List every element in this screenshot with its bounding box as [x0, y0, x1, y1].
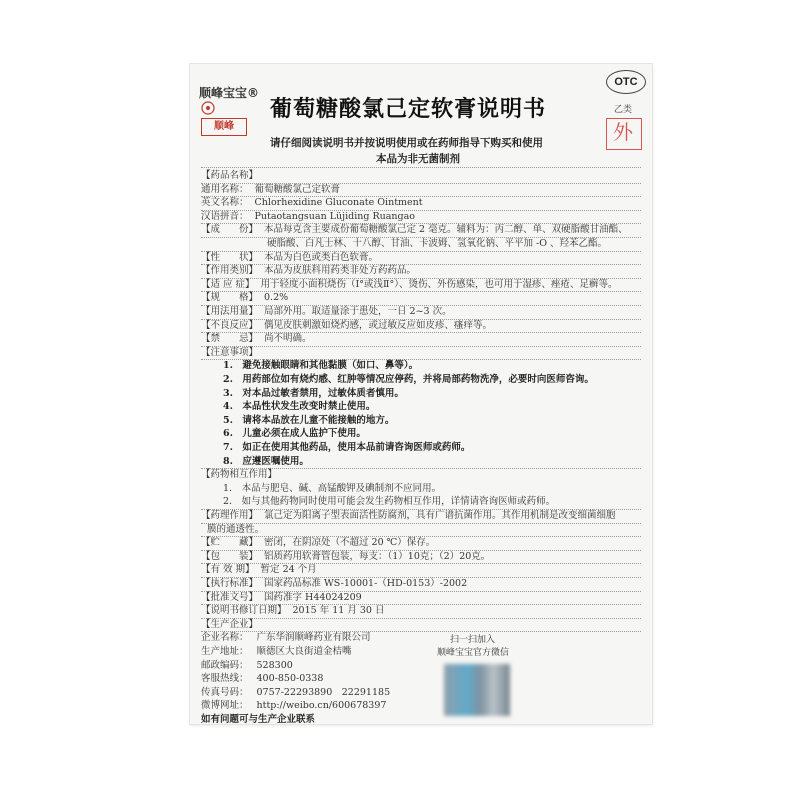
section-line	[201, 537, 435, 549]
section-line-label: 【执行标准】	[201, 578, 259, 589]
section-line-value: 国药准字 H44024209	[264, 591, 362, 603]
section-line	[201, 252, 378, 264]
section-line	[201, 292, 288, 304]
company-line	[201, 700, 386, 712]
section-line-value: 铝质药用软膏管包装，每支：（1）10克；（2）20克。	[264, 550, 491, 562]
company-line	[201, 646, 352, 658]
section-line-label: 【注意事项】	[201, 346, 259, 358]
usage-notice: 请仔细阅读说明书并按说明使用或在药师指导下购买和使用	[270, 137, 543, 149]
section-line	[201, 279, 618, 291]
otc-class-label: 乙类	[614, 105, 633, 115]
section-line	[201, 592, 362, 604]
precaution-item	[201, 388, 404, 400]
section-line	[201, 197, 423, 209]
section-line	[201, 564, 317, 576]
company-line	[201, 660, 293, 672]
section-line-value: 葡萄糖酸氯己定软膏	[254, 183, 341, 195]
section-line-label: 【说明书修订日期】	[201, 605, 287, 617]
section-line-value: 2015 年 11 月 30 日	[292, 605, 385, 617]
interaction-item	[201, 483, 441, 495]
brand-logo: 顺峰	[201, 118, 247, 136]
section-line-value: Chlorhexidine Gluconate Ointment	[254, 197, 423, 209]
precaution-item-value: 4. 本品性状发生改变时禁止使用。	[223, 401, 376, 413]
section-line-value: 国家药品标准 WS-10001-（HD-0153）-2002	[264, 578, 468, 589]
section-divider	[201, 523, 641, 524]
company-line-value: 400-850-0338	[256, 673, 324, 685]
brand-name: 顺峰宝宝®	[199, 86, 260, 100]
section-line	[201, 347, 264, 359]
section-line-value: 氯己定为阳离子型表面活性防腐剂，具有广谱抗菌作用。其作用机制是改变细菌细胞	[264, 510, 616, 521]
precaution-item	[201, 428, 366, 440]
section-line-label: 【药品名称】	[201, 170, 259, 181]
company-line-value: 528300	[256, 659, 293, 671]
interactions-heading-label: 【药物相互作用】	[201, 469, 278, 481]
precaution-item-value: 5. 请将本品放在儿童不能接触的地方。	[223, 414, 395, 426]
section-line-label: 【不良反应】	[201, 319, 259, 331]
section-line	[201, 619, 264, 631]
section-line	[201, 170, 264, 182]
document-title: 葡萄糖酸氯己定软膏说明书	[270, 97, 547, 122]
section-line-value: 0.2%	[264, 292, 289, 304]
precaution-item	[201, 442, 470, 454]
interactions-heading	[201, 469, 277, 481]
company-line	[201, 632, 371, 644]
section-line	[201, 320, 492, 332]
company-line-label: 生产地址：	[201, 646, 249, 657]
qr-caption-line2: 顺峰宝宝官方微信	[437, 648, 510, 658]
precaution-item-value: 1. 避免接触眼睛和其他黏膜（如口、鼻等）。	[223, 360, 419, 372]
precaution-item-value: 3. 对本品过敏者禁用，过敏体质者慎用。	[223, 387, 404, 399]
otc-badge: OTC	[606, 70, 646, 94]
section-line-value: 本品每克含主要成份葡萄糖酸氯己定 2 毫克。辅料为：丙二醇、单、双硬脂酸甘油酯、	[264, 224, 628, 236]
section-line-value: 局部外用。取适量涂于患处，一日 2~3 次。	[264, 306, 452, 317]
interaction-item-value: 1. 本品与肥皂、碱、高锰酸钾及碘制剂不应同用。	[223, 482, 442, 494]
section-line-label: 【生产企业】	[201, 618, 259, 630]
company-line-label: 传真号码：	[201, 686, 249, 698]
section-line	[201, 524, 264, 536]
company-line-value: 0757-22293890 22291185	[256, 686, 391, 698]
company-line-value: 顺德区大良街道金桔嘴	[256, 646, 352, 657]
precaution-item-value: 2. 用药部位如有烧灼感、红肿等情况应停药，并将局部药物洗净，必要时向医师咨询。	[223, 374, 594, 385]
section-line	[201, 265, 416, 277]
precaution-item-value: 6. 儿童必须在成人监护下使用。	[223, 428, 366, 440]
section-line-value: 膜的通透性。	[207, 523, 265, 535]
section-line-value: 尚不明确。	[264, 333, 312, 345]
section-line-label: 【禁 忌】	[201, 333, 259, 345]
section-line-label: 【性 状】	[201, 251, 259, 263]
section-divider	[201, 618, 641, 619]
company-line-value: http://weibo.cn/600678397	[256, 700, 387, 712]
section-line-label: 【批准文号】	[201, 591, 259, 603]
company-line	[201, 687, 390, 699]
section-line-label: 【作用类别】	[201, 265, 259, 277]
section-line-value: 硬脂酸、白凡士林、十八醇、甘油、卡波姆、氢氧化钠、平平加 -O 、羟苯乙酯。	[267, 238, 608, 249]
section-line-label: 【用法用量】	[201, 306, 259, 317]
section-line-value: 用于轻度小面积烧伤（Ⅰ°或浅Ⅱ°）、烫伤、外伤感染，也可用于湿疹、痤疮、足癣等。	[260, 278, 618, 290]
interaction-item-value: 2. 如与其他药物同时使用可能会发生药物相互作用，详情请咨询医师或药师。	[223, 496, 556, 508]
precaution-item	[201, 374, 594, 386]
section-line	[201, 551, 490, 563]
section-line-label: 【成 份】	[201, 224, 259, 236]
section-line	[201, 333, 312, 345]
precaution-item	[201, 456, 309, 468]
company-line-label: 企业名称：	[201, 632, 249, 644]
qr-code-image	[444, 664, 510, 716]
section-line	[201, 238, 607, 250]
qr-caption-line1: 扫一扫加入	[450, 635, 496, 645]
external-use-mark: 外	[613, 120, 633, 144]
section-line-label: 【贮 藏】	[201, 537, 259, 549]
section-line-label: 通用名称：	[201, 183, 249, 195]
precaution-item	[201, 360, 418, 372]
footer-contact-note: 如有问题可与生产企业联系	[201, 714, 316, 725]
section-line-label: 英文名称：	[201, 197, 249, 209]
section-line	[201, 211, 415, 223]
company-line-label: 客服热线：	[201, 673, 249, 685]
precaution-item-value: 8. 应遵医嘱使用。	[223, 455, 309, 467]
section-line-value: 暂定 24 个月	[260, 564, 317, 576]
section-line-label: 【规 格】	[201, 292, 259, 304]
section-line	[201, 184, 340, 196]
brand-logo-icon	[201, 101, 215, 115]
company-line-label: 邮政编码：	[201, 659, 249, 671]
company-line-label: 微博网址：	[201, 700, 249, 712]
section-line-label: 汉语拼音：	[201, 210, 249, 222]
section-line-value: 本品为白色或类白色软膏。	[264, 251, 379, 263]
section-line-value: 本品为皮肤科用药类非处方药药品。	[264, 265, 417, 277]
section-line-value: Putaotangsuan Lüjiding Ruangao	[254, 210, 415, 222]
non-sterile-notice: 本品为非无菌制剂	[376, 153, 460, 165]
section-line-value: 密闭，在阴凉处（不超过 20 ℃）保存。	[264, 537, 436, 549]
section-line	[201, 224, 628, 236]
section-line	[201, 510, 616, 522]
section-line	[201, 605, 384, 617]
section-line	[201, 306, 452, 318]
company-line	[201, 673, 323, 685]
precaution-item	[201, 415, 394, 427]
section-line-label: 【药理作用】	[201, 510, 259, 521]
company-line-value: 广东华润顺峰药业有限公司	[256, 632, 371, 644]
section-divider	[201, 346, 641, 347]
precaution-item	[201, 401, 375, 413]
section-line-label: 【包 装】	[201, 550, 259, 562]
section-line-label: 【有 效 期】	[201, 564, 255, 576]
section-line-value: 偶见皮肤刺激如烧灼感，或过敏反应如皮疹、瘙痒等。	[264, 319, 493, 331]
section-line-label: 【适 应 症】	[201, 278, 255, 290]
header-divider	[201, 167, 641, 168]
interaction-item	[201, 496, 555, 508]
section-line	[201, 578, 467, 590]
precaution-item-value: 7. 如正在使用其他药品，使用本品前请咨询医师或药师。	[223, 442, 471, 453]
